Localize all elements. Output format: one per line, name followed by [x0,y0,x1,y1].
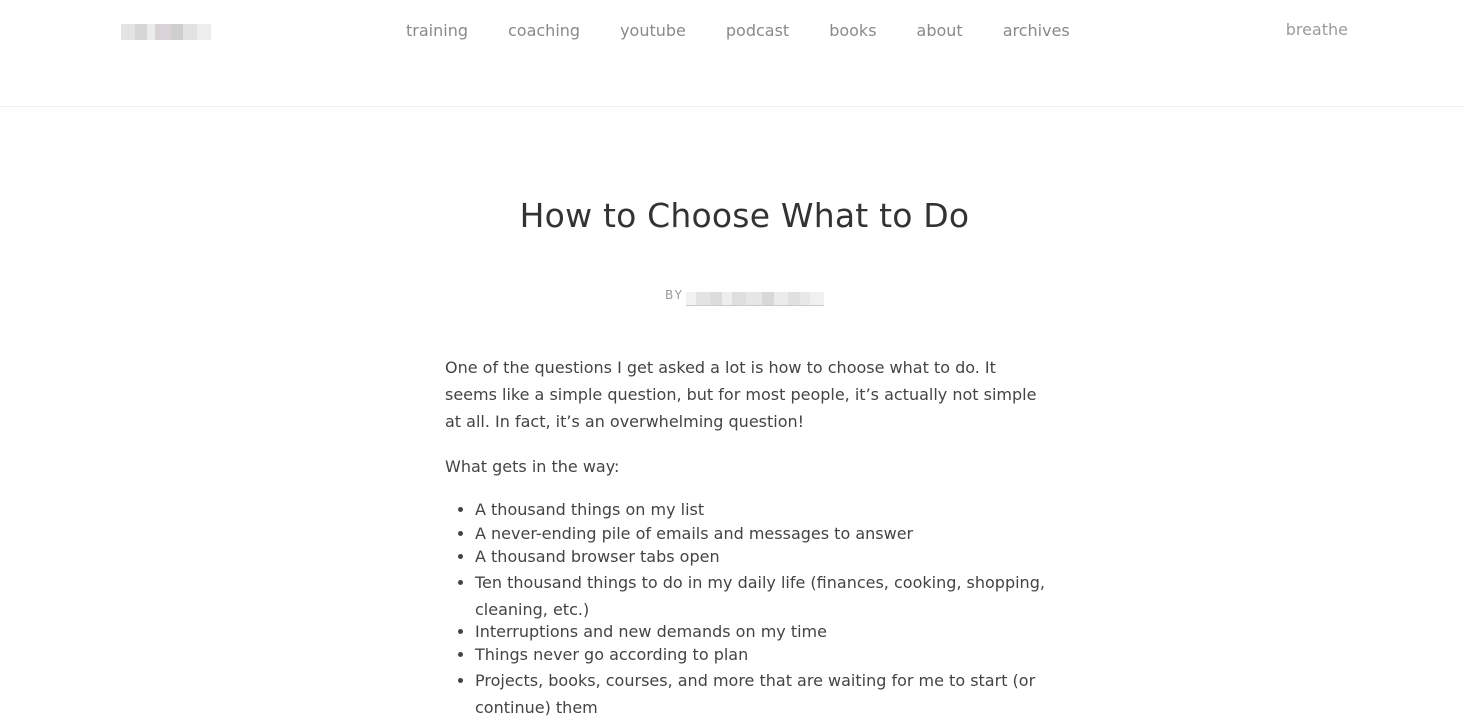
list-item: • Projects, books, courses, and more that are waiting for me to start (or continue) them [475,667,1050,721]
byline [665,287,824,306]
list-item: • A thousand browser tabs open [475,545,1050,569]
list-item: • A never-ending pile of emails and messages to answer [475,522,1050,546]
nav-about[interactable]: about [916,21,963,40]
nav-training[interactable]: training [406,21,468,40]
author-link[interactable] [686,292,824,306]
nav-archives[interactable]: archives [1002,21,1070,40]
article-body [445,354,1050,718]
nav-podcast[interactable]: podcast [725,21,790,40]
nav-youtube[interactable]: youtube [620,21,686,40]
breathe-link[interactable]: breathe [1285,20,1348,39]
nav-books[interactable]: books [829,21,877,40]
obstacles-list [445,498,1050,721]
main-nav [406,20,1070,42]
by-label: BY [665,288,684,302]
site-logo[interactable] [121,24,211,40]
list-item: • Interruptions and new demands on my time [475,620,1050,644]
article-title: How to Choose What to Do [519,196,970,235]
site-header [0,0,1463,107]
list-intro-paragraph: What gets in the way: [445,457,620,476]
list-item: • Things never go according to plan [475,643,1050,667]
nav-coaching[interactable]: coaching [507,21,581,40]
list-item: • Ten thousand things to do in my daily life (finances, cooking, shopping, cleaning, etc.) [475,569,1050,623]
list-item: • A thousand things on my list [475,498,1050,522]
intro-paragraph: One of the questions I get asked a lot is how to choose what to do. It seems like a simple question, but for most people, it’s actually not simple at all. In fact, it’s an overwhelming question! [445,358,1037,431]
